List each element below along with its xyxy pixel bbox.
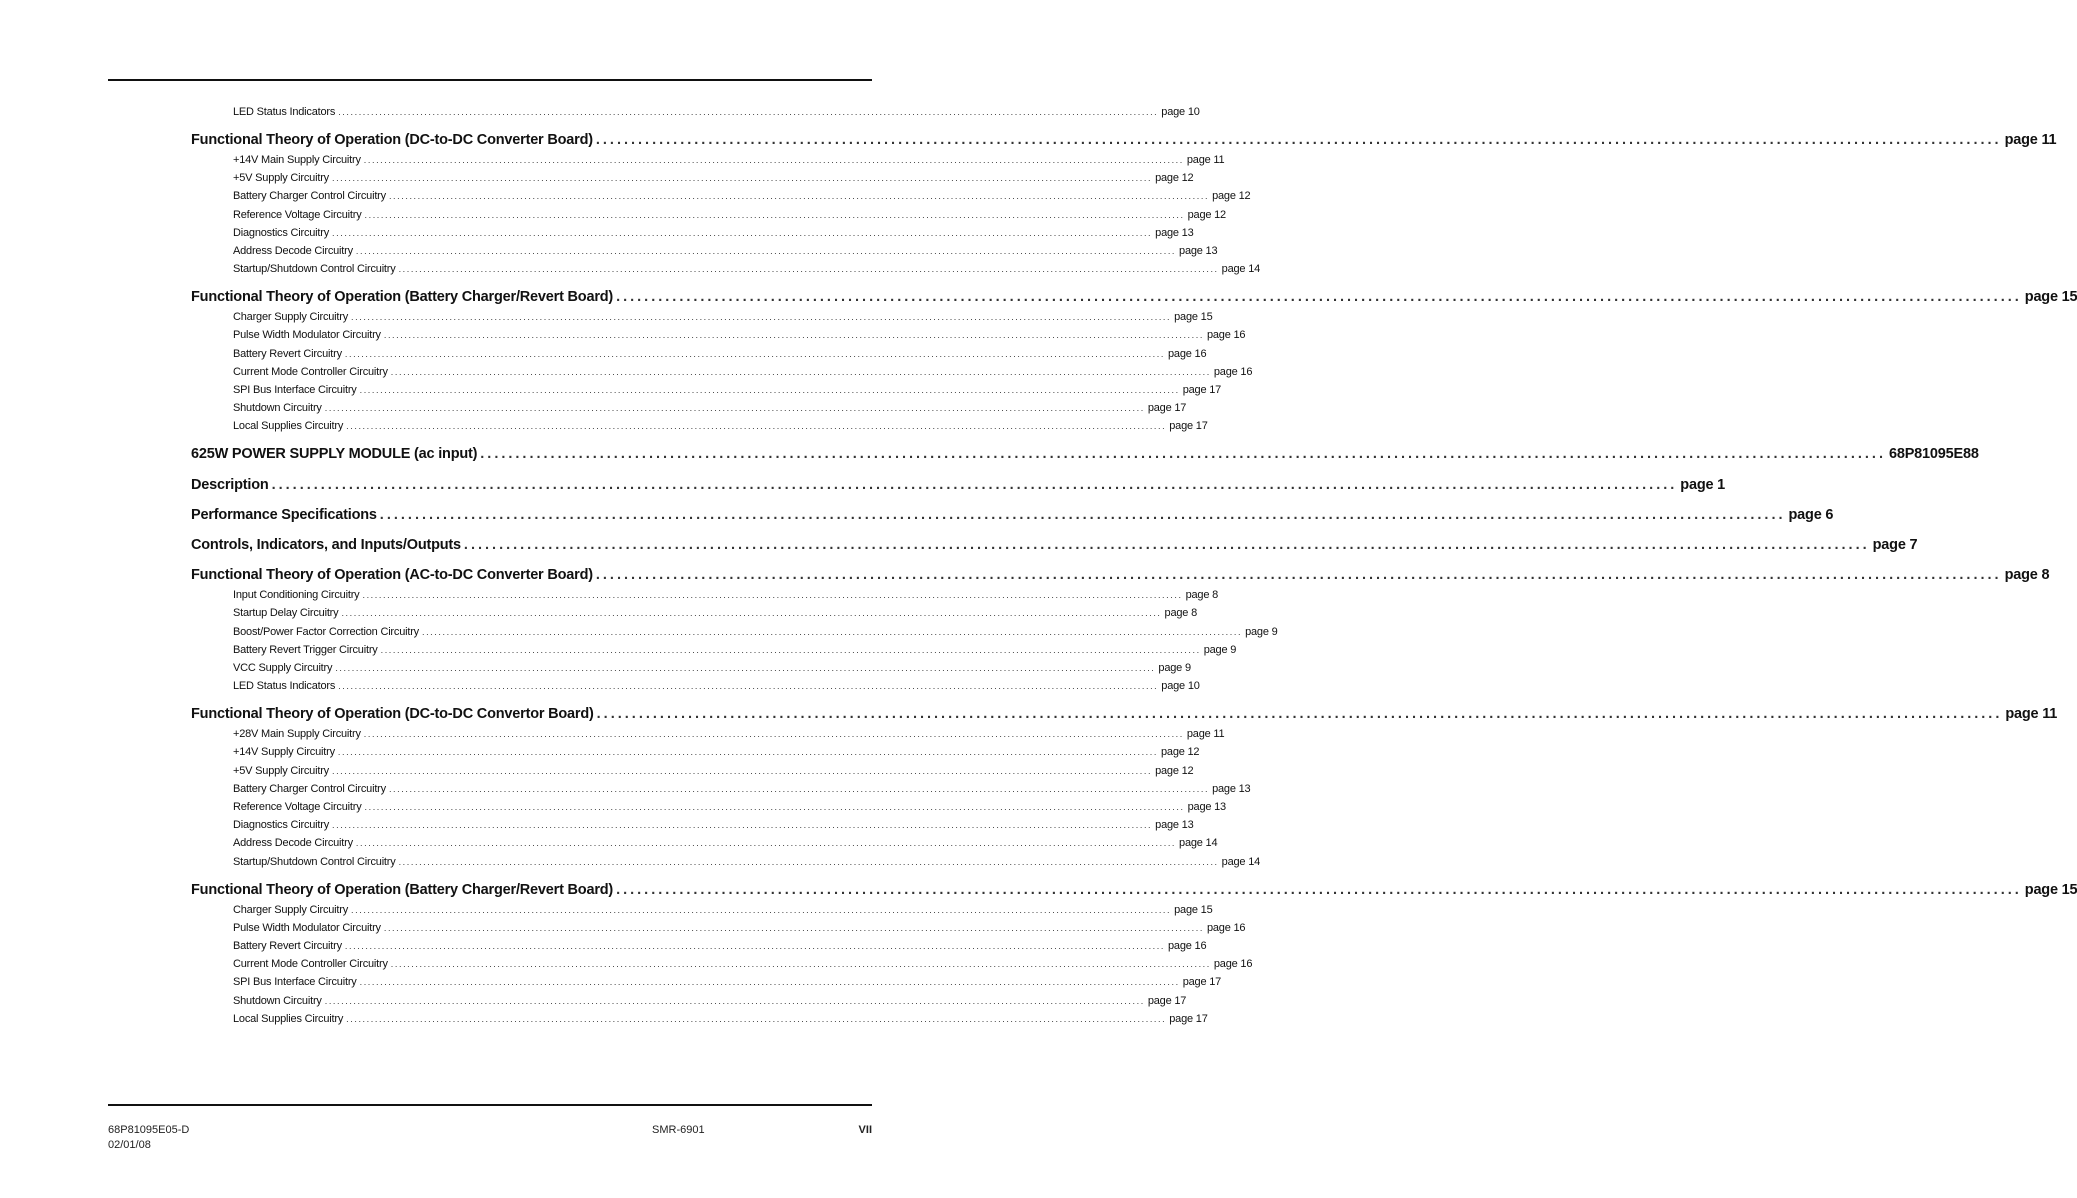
dot-leader: ........................................................................................................................................................................................................ [595,567,2002,584]
toc-entry-page: page 1 [1680,476,1726,493]
dot-leader: ........................................................................................................................................................................................................ [390,366,1211,377]
footer-page-number: VII [858,1124,872,1136]
toc-entry-page: page 13 [1187,801,1226,813]
dot-leader: ........................................................................................................................................................................................................ [324,995,1145,1006]
dot-leader: ........................................................................................................................................................................................................ [388,191,1210,202]
toc-entry-title: Diagnostics Circuitry [233,819,330,832]
toc-entry [233,680,1200,693]
toc-entry-page: page 17 [1169,1012,1208,1025]
dot-leader: ........................................................................................................................................................................................................ [344,941,1165,951]
toc-entry-page: page 15 [2024,881,2077,898]
toc-entry-title: +28V Main Supply Circuitry [233,728,361,741]
toc-entry [233,106,1200,118]
dot-leader: ........................................................................................................................................................................................................ [463,537,1870,553]
toc-entry [233,801,1226,813]
toc-entry-page: page 11 [2005,706,2058,723]
dot-leader: ........................................................................................................................................................................................................ [616,881,2022,898]
toc-entry-page: page 17 [1147,994,1187,1007]
dot-leader: ........................................................................................................................................................................................................ [359,385,1180,395]
toc-entry-page: page 11 [1186,728,1225,741]
toc-entry-page: page 8 [1164,607,1197,620]
toc-entry-title: Battery Revert Trigger Circuitry [233,643,378,656]
toc-entry-title: Reference Voltage Circuitry [233,801,362,813]
dot-leader: ........................................................................................................................................................................................................ [337,747,1158,758]
dot-leader: ........................................................................................................................................................................................................ [362,590,1183,601]
toc-heading [191,506,1834,523]
dot-leader: ........................................................................................................................................................................................................ [398,264,1219,275]
toc-entry [233,764,1194,777]
toc-entry-page: page 15 [2024,289,2077,306]
toc-heading [191,132,2057,148]
toc-entry-title: Controls, Indicators, and Inputs/Outputs [191,537,461,553]
toc-entry-title: Battery Revert Circuitry [233,940,342,952]
toc-entry [233,643,1237,656]
toc-entry-title: +14V Supply Circuitry [233,746,335,759]
toc-entry-page: page 14 [1179,837,1218,850]
dot-leader: ........................................................................................................................................................................................................ [380,644,1201,655]
toc-entry-title: Current Mode Controller Circuitry [233,958,388,971]
toc-entry [233,208,1226,221]
dot-leader: ........................................................................................................................................................................................................ [398,856,1219,867]
toc-entry [233,728,1225,741]
toc-entry [233,855,1261,868]
toc-entry [233,402,1187,415]
toc-entry-page: page 13 [1155,226,1194,239]
footer-doc-number: 68P81095E05-D [108,1124,190,1136]
toc-entry-title: Address Decode Circuitry [233,245,353,257]
footer-center: SMR-6901 [652,1124,705,1136]
toc-entry [233,625,1278,638]
dot-leader: ........................................................................................................................................................................................................ [344,348,1165,359]
dot-leader: ........................................................................................................................................................................................................ [421,626,1243,637]
dot-leader: ........................................................................................................................................................................................................ [383,330,1204,341]
dot-leader: ........................................................................................................................................................................................................ [359,977,1180,988]
header-rule [108,79,872,81]
toc-heading [191,537,1918,553]
toc-entry-page: page 16 [1168,347,1207,360]
toc-entry-title: Boost/Power Factor Correction Circuitry [233,625,419,638]
toc-entry-title: +5V Supply Circuitry [233,764,329,777]
toc-entry-title: Shutdown Circuitry [233,402,322,415]
footer-date: 02/01/08 [108,1139,151,1151]
dot-leader: ........................................................................................................................................................................................................ [595,132,2002,148]
toc-heading [191,446,1979,463]
toc-entry-page: page 13 [1155,819,1194,832]
toc-entry-title: Battery Charger Control Circuitry [233,782,386,795]
toc-entry-title: Current Mode Controller Circuitry [233,365,388,378]
toc-entry-page: page 16 [1206,329,1246,342]
toc-entry [233,819,1194,832]
toc-heading [191,881,2077,898]
toc-entry [233,226,1194,239]
dot-leader: ........................................................................................................................................................................................................ [383,922,1204,933]
toc-entry-page: page 17 [1147,402,1187,415]
toc-entry-page: page 9 [1203,643,1237,656]
toc-entry-page: page 14 [1221,263,1261,276]
toc-entry-title: SPI Bus Interface Circuitry [233,384,357,396]
toc-entry-title: Shutdown Circuitry [233,994,322,1007]
dot-leader: ........................................................................................................................................................................................................ [341,608,1162,619]
dot-leader: ........................................................................................................................................................................................................ [355,246,1177,256]
toc-entry [233,190,1251,203]
toc-entry-page: page 12 [1155,172,1194,185]
dot-leader: ........................................................................................................................................................................................................ [480,446,1886,463]
toc-entry-title: Functional Theory of Operation (DC-to-DC Convertor Board) [191,706,594,723]
toc-entry-page: page 14 [1221,855,1261,868]
toc-entry-page: page 12 [1187,208,1226,221]
toc-entry-title: Functional Theory of Operation (Battery Charger/Revert Board) [191,881,614,898]
toc-entry [233,384,1222,396]
toc-entry-page: page 16 [1168,940,1207,952]
toc-entry-title: Battery Charger Control Circuitry [233,190,386,203]
toc-entry-page: page 13 [1212,782,1251,795]
dot-leader: ........................................................................................................................................................................................................ [390,959,1211,970]
toc-entry [233,172,1194,185]
toc-entry-title: Charger Supply Circuitry [233,311,349,324]
toc-entry-title: LED Status Indicators [233,680,336,693]
footer-rule [108,1104,872,1106]
toc-entry-title: Performance Specifications [191,506,377,523]
toc-entry-title: Functional Theory of Operation (DC-to-DC Converter Board) [191,132,593,148]
toc-entry-page: page 17 [1182,384,1222,396]
toc-entry-page: page 12 [1212,190,1251,203]
toc-entry [233,958,1253,971]
dot-leader: ........................................................................................................................................................................................................ [363,729,1184,740]
toc-entry-page: page 15 [1174,311,1213,324]
dot-leader: ........................................................................................................................................................................................................ [379,506,1786,523]
toc-entry [233,311,1213,324]
toc-entry [233,940,1207,952]
toc-entry-title: Local Supplies Circuitry [233,420,344,433]
toc-entry [233,347,1207,360]
toc-entry-title: +5V Supply Circuitry [233,172,329,185]
toc-entry [233,903,1213,916]
toc-entry [233,921,1246,934]
dot-leader: ........................................................................................................................................................................................................ [355,838,1177,849]
toc-entry-page: page 13 [1179,245,1218,257]
toc-entry-page: page 17 [1169,420,1208,433]
dot-leader: ........................................................................................................................................................................................................ [351,312,1172,323]
toc-entry-page: page 11 [1186,154,1225,166]
toc-entry [233,662,1191,674]
toc-entry-title: Startup Delay Circuitry [233,607,339,620]
toc-entry-title: Reference Voltage Circuitry [233,208,362,221]
toc-entry-page: page 9 [1158,662,1191,674]
toc-entry-page: page 8 [2004,567,2050,584]
toc-entry-page: page 16 [1213,958,1253,971]
toc-entry [233,154,1225,166]
dot-leader: ........................................................................................................................................................................................................ [346,1013,1167,1024]
toc-entry-title: Charger Supply Circuitry [233,903,349,916]
toc-entry-title: Diagnostics Circuitry [233,226,330,239]
toc-entry-title: Input Conditioning Circuitry [233,589,360,602]
toc-entry-page: page 16 [1206,921,1246,934]
dot-leader: ........................................................................................................................................................................................................ [363,155,1184,165]
toc-entry [233,607,1197,620]
toc-entry-title: Startup/Shutdown Control Circuitry [233,855,396,868]
dot-leader: ........................................................................................................................................................................................................ [331,173,1153,184]
toc-entry-page: page 6 [1788,506,1834,523]
toc-entry-page: page 10 [1161,106,1200,118]
toc-entry-page: page 12 [1160,746,1200,759]
toc-entry-title: +14V Main Supply Circuitry [233,154,361,166]
toc-entry [233,976,1222,989]
toc-entry-page: page 10 [1161,680,1200,693]
toc-entry-title: LED Status Indicators [233,106,336,118]
dot-leader: ........................................................................................................................................................................................................ [324,403,1145,414]
toc-entry-page: page 9 [1245,625,1278,638]
dot-leader: ........................................................................................................................................................................................................ [364,209,1185,220]
toc-entry [233,746,1200,759]
dot-leader: ........................................................................................................................................................................................................ [335,663,1156,673]
dot-leader: ........................................................................................................................................................................................................ [351,904,1172,915]
toc-heading [191,476,1726,493]
toc-entry-title: Description [191,476,269,493]
toc-entry [233,420,1208,433]
toc-entry-page: page 7 [1872,537,1918,553]
dot-leader: ........................................................................................................................................................................................................ [364,802,1185,812]
toc-entry-page: page 12 [1155,764,1194,777]
toc-entry [233,329,1246,342]
toc-entry-title: Local Supplies Circuitry [233,1012,344,1025]
toc-entry-title: 625W POWER SUPPLY MODULE (ac input) [191,446,478,463]
toc-entry-title: Pulse Width Modulator Circuitry [233,329,381,342]
dot-leader: ........................................................................................................................................................................................................ [332,820,1153,831]
toc-entry-page: page 17 [1182,976,1222,989]
dot-leader: ........................................................................................................................................................................................................ [332,227,1153,238]
dot-leader: ........................................................................................................................................................................................................ [616,289,2022,306]
toc-entry [233,1012,1208,1025]
toc-entry [233,263,1261,276]
toc-heading [191,706,2058,723]
toc-entry-title: Functional Theory of Operation (Battery Charger/Revert Board) [191,289,614,306]
dot-leader: ........................................................................................................................................................................................................ [338,107,1159,117]
toc-entry-title: SPI Bus Interface Circuitry [233,976,357,989]
toc-entry [233,782,1251,795]
dot-leader: ........................................................................................................................................................................................................ [596,706,2003,723]
toc-entry-page: page 11 [2004,132,2057,148]
toc-entry-title: VCC Supply Circuitry [233,662,333,674]
toc-entry-title: Pulse Width Modulator Circuitry [233,921,381,934]
toc-entry-page: page 16 [1213,365,1253,378]
toc-entry-page: page 8 [1185,589,1219,602]
dot-leader: ........................................................................................................................................................................................................ [338,681,1159,692]
toc-entry-title: Address Decode Circuitry [233,837,353,850]
toc-entry-page: 68P81095E88 [1888,446,1979,463]
dot-leader: ........................................................................................................................................................................................................ [388,783,1210,794]
toc-entry [233,589,1219,602]
dot-leader: ........................................................................................................................................................................................................ [346,421,1167,432]
toc-entry-title: Battery Revert Circuitry [233,347,342,360]
toc-heading [191,289,2077,306]
toc-entry-title: Startup/Shutdown Control Circuitry [233,263,396,276]
toc-entry-page: page 15 [1174,903,1213,916]
toc-entry-title: Functional Theory of Operation (AC-to-DC Converter Board) [191,567,593,584]
dot-leader: ........................................................................................................................................................................................................ [271,476,1678,493]
toc-entry [233,245,1218,257]
dot-leader: ........................................................................................................................................................................................................ [331,765,1153,776]
toc-entry [233,365,1253,378]
toc-entry [233,994,1187,1007]
toc-entry [233,837,1218,850]
toc-heading [191,567,2050,584]
